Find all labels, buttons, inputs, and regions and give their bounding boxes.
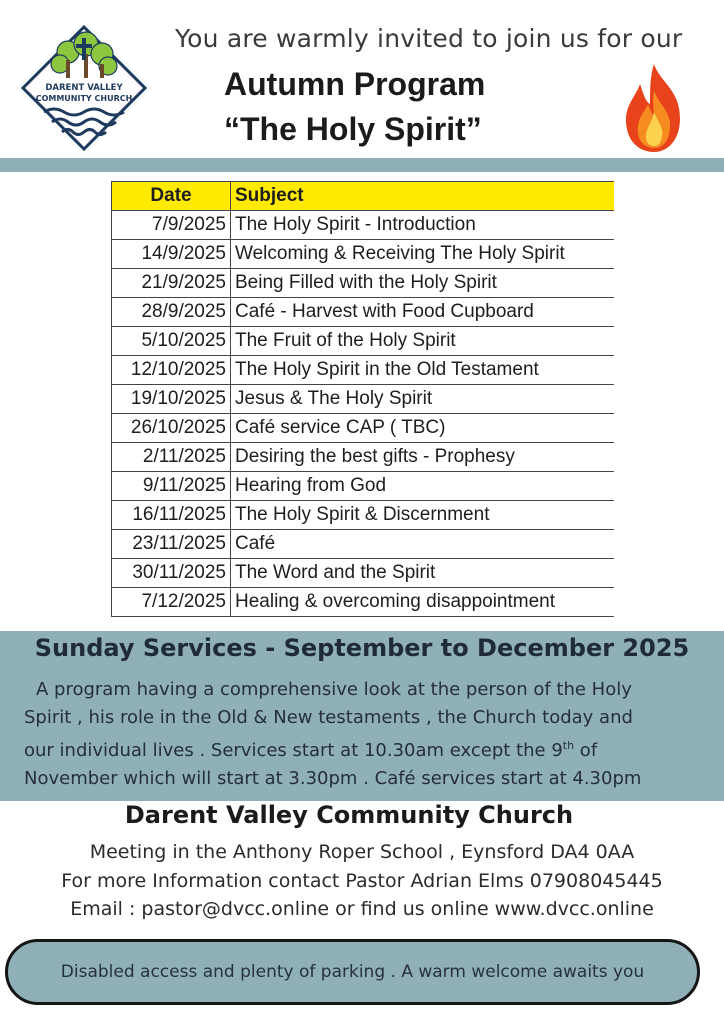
row-date: 26/10/2025 <box>112 414 231 443</box>
row-subject: The Word and the Spirit <box>231 559 615 588</box>
row-subject: Healing & overcoming disappointment <box>231 588 615 617</box>
top-divider-band <box>0 158 724 172</box>
row-date: 23/11/2025 <box>112 530 231 559</box>
services-line-3-end: of <box>574 740 598 761</box>
row-subject: The Fruit of the Holy Spirit <box>231 327 615 356</box>
ordinal-suffix: th <box>562 739 575 752</box>
logo-text-top: DARENT VALLEY <box>45 83 123 93</box>
row-subject: Being Filled with the Holy Spirit <box>231 269 615 298</box>
table-row <box>112 211 615 240</box>
row-date: 2/11/2025 <box>112 443 231 472</box>
row-subject: Café service CAP ( TBC) <box>231 414 615 443</box>
table-row <box>112 588 615 617</box>
services-line-3 <box>24 732 706 765</box>
table-header-row <box>112 182 615 211</box>
services-line-3-text: our individual lives . Services start at 10.30am except the 9 <box>24 740 563 761</box>
row-date: 7/9/2025 <box>112 211 231 240</box>
program-subtitle: “The Holy Spirit” <box>224 111 482 147</box>
row-date: 21/9/2025 <box>112 269 231 298</box>
row-date: 14/9/2025 <box>112 240 231 269</box>
row-date: 30/11/2025 <box>112 559 231 588</box>
schedule-table <box>111 181 614 617</box>
church-logo <box>20 24 148 152</box>
row-subject: The Holy Spirit & Discernment <box>231 501 615 530</box>
row-subject: Desiring the best gifts - Prophesy <box>231 443 615 472</box>
row-subject: The Holy Spirit in the Old Testament <box>231 356 615 385</box>
services-title: Sunday Services - September to December 2025 <box>34 634 690 662</box>
services-description <box>24 676 706 793</box>
table-row <box>112 443 615 472</box>
date-column-header: Date <box>112 182 231 211</box>
services-line-4: November which will start at 3.30pm . Café services start at 4.30pm <box>24 768 642 789</box>
row-subject: Café - Harvest with Food Cupboard <box>231 298 615 327</box>
row-subject: The Holy Spirit - Introduction <box>231 211 615 240</box>
table-row <box>112 414 615 443</box>
logo-text-bottom: COMMUNITY CHURCH <box>35 94 133 103</box>
welcome-banner <box>5 939 700 1005</box>
row-subject: Welcoming & Receiving The Holy Spirit <box>231 240 615 269</box>
row-subject: Jesus & The Holy Spirit <box>231 385 615 414</box>
table-row <box>112 559 615 588</box>
row-date: 19/10/2025 <box>112 385 231 414</box>
row-date: 9/11/2025 <box>112 472 231 501</box>
row-date: 7/12/2025 <box>112 588 231 617</box>
table-row <box>112 269 615 298</box>
services-line-1: A program having a comprehensive look at the person of the Holy <box>36 679 632 700</box>
row-date: 28/9/2025 <box>112 298 231 327</box>
table-row <box>112 501 615 530</box>
table-row <box>112 472 615 501</box>
table-row <box>112 530 615 559</box>
flame-icon <box>620 60 688 156</box>
table-row <box>112 298 615 327</box>
invitation-text: You are warmly invited to join us for our <box>175 24 683 53</box>
row-subject: Hearing from God <box>231 472 615 501</box>
church-name: Darent Valley Community Church <box>124 801 574 829</box>
table-row <box>112 385 615 414</box>
row-date: 12/10/2025 <box>112 356 231 385</box>
welcome-text: Disabled access and plenty of parking . A warm welcome awaits you <box>60 962 645 982</box>
row-subject: Café <box>231 530 615 559</box>
contact-info: For more Information contact Pastor Adrian Elms 07908045445 <box>61 870 663 892</box>
table-row <box>112 327 615 356</box>
table-row <box>112 240 615 269</box>
meeting-location: Meeting in the Anthony Roper School , Eynsford DA4 0AA <box>89 841 635 863</box>
row-date: 16/11/2025 <box>112 501 231 530</box>
services-line-2: Spirit , his role in the Old & New testaments , the Church today and <box>24 707 633 728</box>
email-website: Email : pastor@dvcc.online or find us online www.dvcc.online <box>70 898 654 920</box>
program-title: Autumn Program <box>224 66 486 102</box>
row-date: 5/10/2025 <box>112 327 231 356</box>
subject-column-header: Subject <box>231 182 615 211</box>
table-row <box>112 356 615 385</box>
